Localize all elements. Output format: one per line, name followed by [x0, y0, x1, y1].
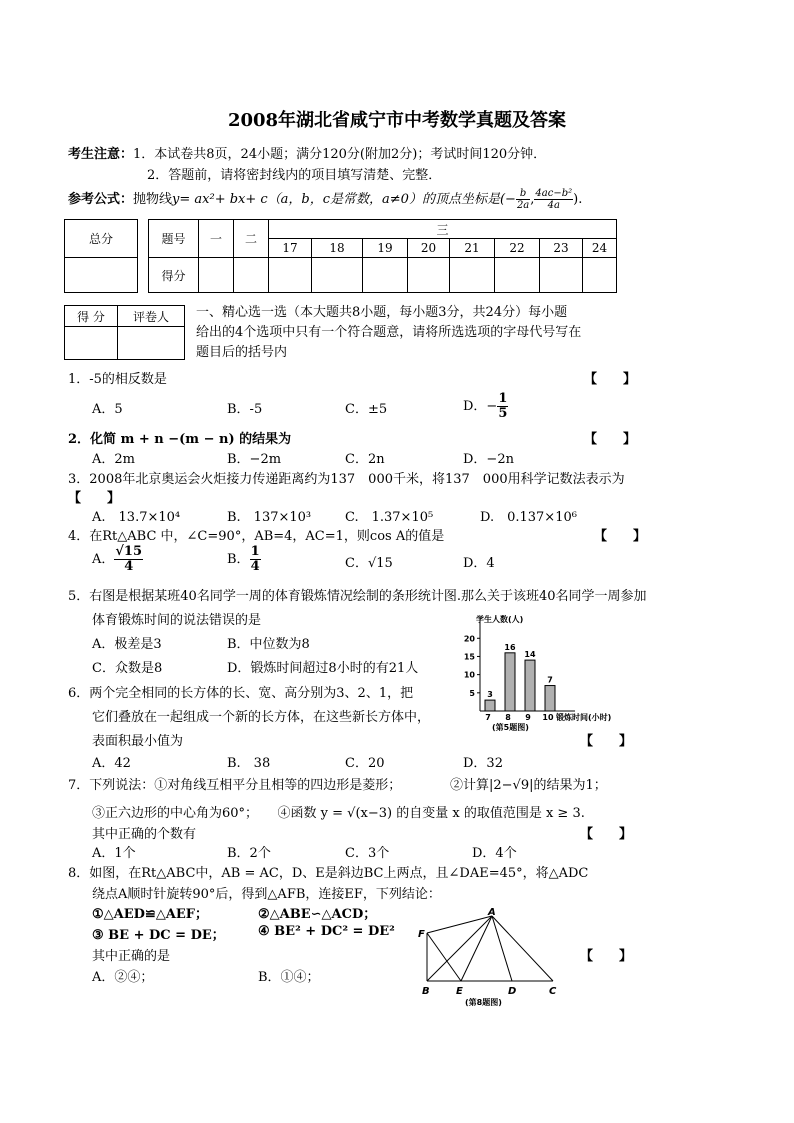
score-cell[interactable] — [450, 258, 495, 293]
q1-option-c: C．±5 — [345, 402, 388, 417]
point-c-label: C — [549, 986, 557, 997]
q5-bar-chart — [450, 608, 630, 738]
score-cell[interactable] — [234, 258, 269, 293]
bar-value-label: 16 — [504, 642, 516, 652]
chart-caption: (第5题图) — [492, 723, 529, 732]
score-cell[interactable] — [408, 258, 450, 293]
segment-ae — [461, 916, 492, 981]
segment-fa — [427, 916, 492, 933]
formula-suffix: ). — [573, 192, 583, 207]
point-b-label: B — [422, 986, 430, 997]
q2-option-b: B．−2m — [227, 452, 282, 467]
q6-line-1: 6．两个完全相同的长方体的长、宽、高分别为3、2、1，把 — [68, 686, 414, 701]
q8-conclusion-2: ②△ABE∽△ACD； — [258, 907, 377, 922]
q3-option-d: D. 0.137×10⁶ — [480, 510, 577, 525]
q5-option-c: C．众数是8 — [92, 661, 163, 676]
point-f-label: F — [418, 929, 425, 940]
score-cell[interactable] — [540, 258, 583, 293]
q5-option-d: D．锻炼时间超过8小时的有21人 — [227, 661, 419, 676]
formula-frac-1: $\frac{b}{2a}$ — [516, 188, 530, 211]
q8-option-b: B．①④； — [258, 970, 320, 985]
section-1-instructions — [196, 303, 581, 363]
q3-answer-bracket[interactable]: 【 】 — [68, 491, 121, 506]
formula-prefix: 抛物线 — [133, 192, 173, 207]
q2-option-a: A．2m — [92, 452, 135, 467]
y-tick-label: 20 — [463, 634, 475, 644]
q7-line-2: ③正六边形的中心角为60°； ④函数 y = √(x−3) 的自变量 x 的取值范围是 x ≥ 3. — [92, 806, 585, 821]
score-cell[interactable] — [199, 258, 234, 293]
question-number: 22 — [495, 239, 540, 258]
q6-line-2: 它们叠放在一起组成一个新的长方体，在这些新长方体中， — [92, 710, 431, 725]
segment-ac — [492, 916, 553, 981]
q2-stem: 2．化简 m + n −(m − n) 的结果为 — [68, 432, 292, 447]
q4-option-c: C．√15 — [345, 556, 393, 571]
score-cell[interactable] — [583, 258, 617, 293]
q6-line-3: 表面积最小值为 — [92, 734, 184, 749]
notice-line-1 — [68, 143, 546, 162]
q6-option-a: A．42 — [92, 756, 131, 771]
grader-score-label: 得 分 — [65, 306, 118, 327]
q4-option-a: A． $\frac{√15}{4}$ — [92, 544, 143, 574]
q7-option-a: A．1个 — [92, 846, 136, 861]
score-label: 得分 — [149, 258, 199, 293]
q2-option-d: D．−2n — [463, 452, 514, 467]
formula-expr: y= ax²+ bx+ c（a，b，c是常数，a≠0）的顶点坐标是( — [172, 192, 506, 207]
segment-fe — [427, 933, 461, 981]
x-tick-label: 8 — [505, 713, 511, 722]
grader-name-cell[interactable] — [118, 327, 185, 360]
q5-option-b: B．中位数为8 — [227, 637, 310, 652]
q8-conclusion-4: ④ BE² + DC² = DE² — [258, 924, 395, 939]
q8-line-1: 8．如图，在Rt△ABC中，AB = AC，D、E是斜边BC上两点，且∠DAE=45°，将△ADC — [68, 866, 589, 881]
y-tick-label: 10 — [463, 670, 475, 680]
instruction-line: 给出的4个选项中只有一个符合题意，请将所选选项的字母代号写在 — [196, 325, 582, 340]
q6-answer-bracket[interactable]: 【 】 — [580, 734, 633, 749]
total-score-cell[interactable] — [65, 258, 138, 293]
table-gap — [138, 220, 149, 258]
q8-answer-bracket[interactable]: 【 】 — [580, 949, 633, 964]
q1-option-a: A．5 — [92, 402, 123, 417]
bar-value-label: 3 — [487, 690, 493, 700]
segment-ab — [427, 916, 492, 981]
chart-x-label: 锻炼时间(小时) — [556, 713, 612, 722]
q7-line-1b: ②计算|2−√9|的结果为1； — [450, 778, 607, 793]
formula-line: 参考公式：抛物线y= ax²+ bx+ c（a，b，c是常数，a≠0）的顶点坐标是(− $\frac{b}{2a}$ , $\frac{\text{4ac−b²}}{4a}$ ). — [68, 188, 583, 211]
x-tick-label: 7 — [485, 713, 491, 722]
bar-value-label: 14 — [524, 650, 536, 660]
q2-option-c: C．2n — [345, 452, 385, 467]
q3-option-b: B. 137×10³ — [227, 510, 312, 525]
q2-answer-bracket[interactable]: 【 】 — [584, 432, 637, 447]
total-label: 总分 — [65, 220, 138, 258]
page-title: 2008年湖北省咸宁市中考数学真题及答案 — [227, 110, 567, 131]
grader-name-label: 评卷人 — [118, 306, 185, 327]
table-gap — [138, 258, 149, 293]
bar-8 — [505, 653, 515, 711]
q6-option-c: C．20 — [345, 756, 385, 771]
q1-option-d: D．− $\frac{1}{5}$ — [463, 391, 508, 421]
grader-score-cell[interactable] — [65, 327, 118, 360]
q8-geometry-figure — [415, 905, 570, 1010]
point-e-label: E — [456, 986, 463, 997]
score-cell[interactable] — [363, 258, 408, 293]
question-number: 18 — [312, 239, 363, 258]
q1-option-b: B．-5 — [227, 402, 263, 417]
formula-frac-2: $\frac{\text{4ac−b²}}{4a}$ — [535, 188, 573, 211]
instruction-line: 题目后的括号内 — [196, 345, 288, 360]
notice-text-1: 1．本试卷共8页，24小题；满分120分(附加2分)；考试时间120分钟． — [133, 147, 547, 162]
x-tick-label: 9 — [525, 713, 531, 722]
score-cell[interactable] — [269, 258, 312, 293]
formula-label: 参考公式： — [68, 192, 134, 207]
bar-7 — [485, 700, 495, 711]
figure-8-caption: (第8题图) — [465, 998, 502, 1007]
q5-line-1: 5．右图是根据某班40名同学一周的体育锻炼情况绘制的条形统计图.那么关于该班40名同学一周参加 — [68, 589, 647, 604]
score-cell[interactable] — [312, 258, 363, 293]
question-number: 24 — [583, 239, 617, 258]
q8-conclusion-3: ③ BE + DC = DE； — [92, 928, 225, 943]
q3-stem: 3．2008年北京奥运会火炬接力传递距离约为137 000千米，将137 000用科学记数法表示为 — [68, 472, 625, 487]
q7-option-b: B．2个 — [227, 846, 271, 861]
q3-option-c: C. 1.37×10⁵ — [345, 510, 434, 525]
question-label: 题号 — [149, 220, 199, 258]
question-number: 19 — [363, 239, 408, 258]
q6-option-b: B. 38 — [227, 756, 271, 771]
q8-option-a: A．②④； — [92, 970, 154, 985]
question-number: 20 — [408, 239, 450, 258]
q4-stem: 4．在Rt△ABC 中，∠C=90°，AB=4，AC=1，则cos A的值是 — [68, 529, 445, 544]
question-number: 23 — [540, 239, 583, 258]
notice-line-2: 2．答题前，请将密封线内的项目填写清楚、完整． — [147, 168, 442, 183]
q7-line-3: 其中正确的个数有 — [92, 827, 197, 842]
question-number: 21 — [450, 239, 495, 258]
q8-conclusion-1: ①△AED≌△AEF； — [92, 907, 209, 922]
grader-table — [64, 305, 185, 360]
q7-line-1a: 7．下列说法：①对角线互相平分且相等的四边形是菱形； — [68, 778, 402, 793]
notice-label: 考生注意： — [68, 147, 134, 162]
q1-stem: 1．-5的相反数是 — [68, 372, 167, 387]
bar-9 — [525, 660, 535, 711]
q4-option-b: B． $\frac{1}{4}$ — [227, 544, 260, 574]
q8-line-4: 其中正确的是 — [92, 949, 171, 964]
q5-line-2: 体育锻炼时间的说法错误的是 — [92, 613, 262, 628]
q4-answer-bracket[interactable]: 【 】 — [594, 529, 647, 544]
q1-answer-bracket[interactable]: 【 】 — [584, 372, 637, 387]
bar-10 — [545, 686, 555, 711]
section-3-header: 三 — [269, 220, 617, 239]
chart-y-label: 学生人数(人) — [476, 615, 524, 624]
question-number: 17 — [269, 239, 312, 258]
q8-line-2: 绕点A顺时针旋转90°后，得到△AFB，连接EF，下列结论： — [92, 887, 441, 902]
q7-option-d: D．4个 — [472, 846, 517, 861]
y-tick-label: 5 — [469, 688, 475, 698]
x-tick-label: 10 — [542, 713, 554, 722]
q3-option-a: A. 13.7×10⁴ — [92, 510, 181, 525]
q5-option-a: A．极差是3 — [92, 637, 162, 652]
q6-option-d: D．32 — [463, 756, 503, 771]
y-tick-label: 15 — [463, 652, 475, 662]
score-cell[interactable] — [495, 258, 540, 293]
point-a-label: A — [488, 907, 496, 918]
section-2-header: 二 — [234, 220, 269, 258]
score-table — [64, 219, 617, 293]
instruction-line: 一、精心选一选（本大题共8小题，每小题3分，共24分）每小题 — [196, 305, 568, 320]
point-d-label: D — [508, 986, 517, 997]
section-1-header: 一 — [199, 220, 234, 258]
bar-value-label: 7 — [547, 675, 553, 685]
q4-option-d: D．4 — [463, 556, 495, 571]
q7-option-c: C．3个 — [345, 846, 390, 861]
segment-ad — [492, 916, 512, 981]
q7-answer-bracket[interactable]: 【 】 — [580, 827, 633, 842]
